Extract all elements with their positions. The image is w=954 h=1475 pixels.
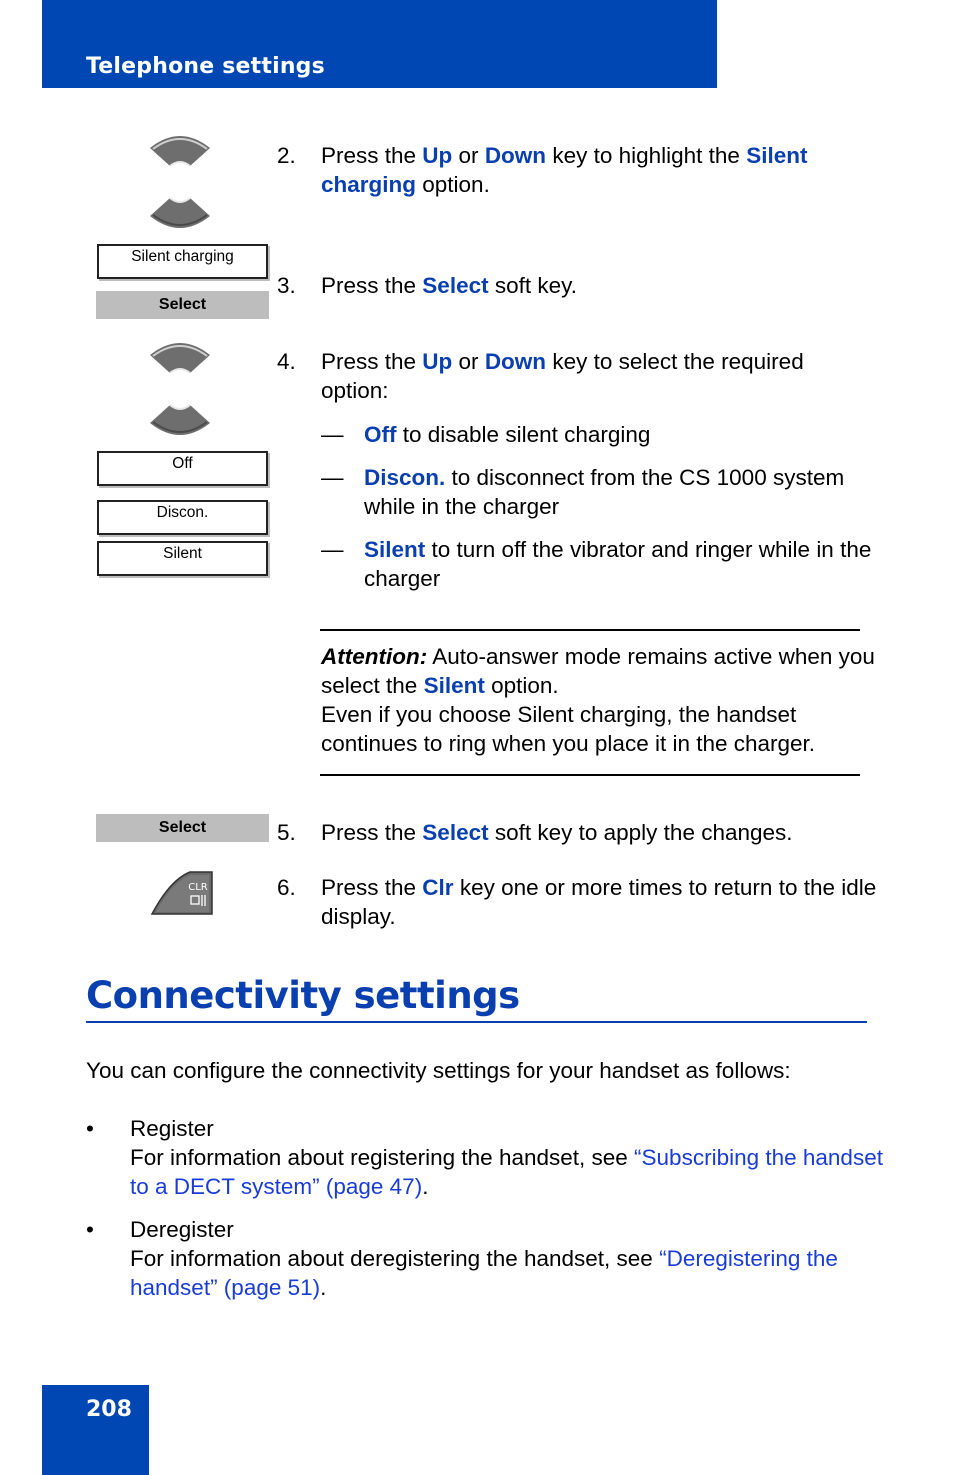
section-title: Connectivity settings [86, 974, 520, 1017]
down-key-icon [150, 405, 210, 435]
link-deregistering[interactable]: “Deregistering the handset” (page 51) [130, 1246, 838, 1300]
screen-off: Off [97, 451, 268, 486]
page-number: 208 [86, 1397, 132, 1422]
select-softkey-1: Select [96, 291, 269, 319]
option-off: — Off to disable silent charging [321, 422, 651, 447]
option-silent: — Silent to turn off the vibrator and ringer while in the charger [321, 537, 872, 591]
attention-rule-bottom [320, 774, 860, 776]
list-item-deregister: • Deregister For information about deregistering the handset, see “Deregistering the handset” (page 51). [86, 1217, 838, 1300]
step-4: 4. Press the Up or Down key to select the required option: [277, 349, 804, 403]
svg-text:CLR: CLR [188, 882, 208, 893]
up-key-icon [150, 343, 210, 373]
section-intro: You can configure the connectivity settings for your handset as follows: [86, 1058, 791, 1083]
step-6: 6. Press the Clr key one or more times to return to the idle display. [277, 875, 877, 929]
select-softkey-2: Select [96, 814, 269, 842]
nav-keys-1 [146, 132, 214, 232]
nav-keys-2 [146, 339, 214, 439]
attention-rule-top [320, 629, 860, 631]
link-subscribing[interactable]: “Subscribing the handset to a DECT system” (page 47) [130, 1145, 883, 1199]
list-item-register: • Register For information about registering the handset, see “Subscribing the handset to a DECT system” (page 47). [86, 1116, 883, 1199]
step-5: 5. Press the Select soft key to apply the changes. [277, 820, 793, 845]
option-discon: — Discon. to disconnect from the CS 1000 system while in the charger [321, 465, 845, 519]
up-key-icon [150, 136, 210, 166]
screen-silent-charging: Silent charging [97, 244, 268, 279]
clr-key-icon [150, 870, 214, 916]
step-2: 2. Press the Up or Down key to highlight the Silent charging option. [277, 143, 808, 197]
screen-silent: Silent [97, 541, 268, 576]
section-rule [86, 1021, 867, 1023]
down-key-icon [150, 198, 210, 228]
step-3: 3. Press the Select soft key. [277, 273, 577, 298]
header-title: Telephone settings [86, 54, 325, 79]
attention-note: Attention: Auto-answer mode remains active when you select the Silent option. Even if you choose Silent charging, the handset continues to ring when you place it in the charger. [321, 644, 875, 756]
screen-discon: Discon. [97, 500, 268, 535]
